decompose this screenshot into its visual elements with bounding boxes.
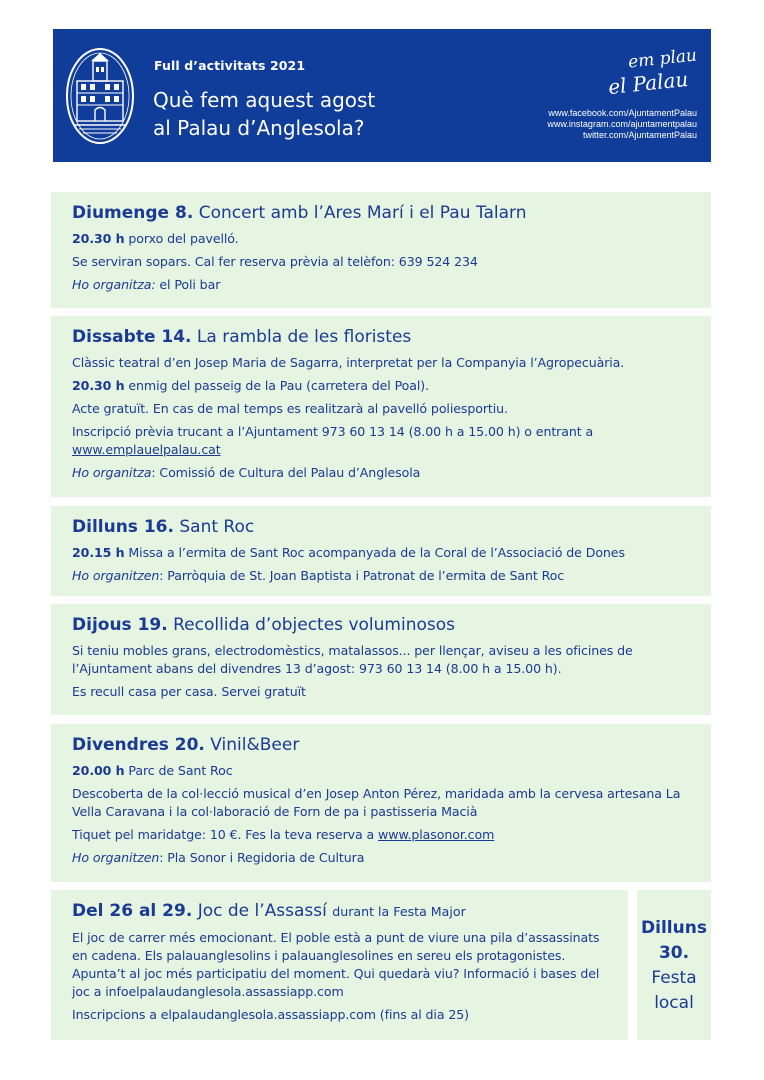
registration-text: Inscripció prèvia trucant a l’Ajuntament 973 60 13 14 (8.00 h a 15.00 h) o entrant a xyxy=(72,424,594,439)
kicker: Full d’activitats 2021 xyxy=(154,58,306,73)
event-organizer xyxy=(72,567,691,585)
em-plau-logo xyxy=(606,45,698,109)
event-heading xyxy=(72,516,691,538)
event-place: Missa a l’ermita de Sant Roc acompanyada de la Coral de l’Associació de Dones xyxy=(128,545,625,560)
facebook-link[interactable]: www.facebook.com/AjuntamentPalau xyxy=(548,108,697,118)
event-card-divendres-20 xyxy=(51,724,711,882)
event-heading xyxy=(72,614,691,636)
logo-line-1: em plau xyxy=(627,45,698,73)
organizer-label: Ho organitzen xyxy=(72,850,160,865)
event-title: La rambla de les floristes xyxy=(196,327,412,347)
event-detail: Inscripcions a elpalaudanglesola.assassiapp.com (fins al dia 25) xyxy=(72,1007,469,1022)
event-note: durant la Festa Major xyxy=(332,904,466,919)
event-detail: Si teniu mobles grans, electrodomèstics, matalassos... per llençar, aviseu a les oficines de l’Ajuntament abans del divendres 13 d’agost: 973 60 13 14 (8.00 h a 15.00 h). xyxy=(72,643,633,676)
side-label-2: local xyxy=(654,993,694,1013)
event-day: Dijous 19. xyxy=(72,615,168,635)
event-place: enmig del passeig de la Pau (carretera del Poal). xyxy=(128,378,429,393)
event-detail: El joc de carrer més emocionant. El poble està a punt de viure una pila d’assassinats en cadena. Els palauanglesolins i palauanglesolines en sereu els protagonistes. Apunta’t al joc més participatiu del moment. Qui quedarà viu? Informació i bases del joc a infoelpalaudanglesola.assassiapp.com xyxy=(72,930,600,999)
town-crest-icon xyxy=(65,47,135,145)
side-number: 30. xyxy=(658,943,690,963)
event-detail: Descoberta de la col·lecció musical d’en Josep Anton Pérez, maridada amb la cervesa artesana La Vella Caravana i la col·laboració de Forn de pa i pastisseria Macià xyxy=(72,786,681,819)
event-organizer xyxy=(72,464,691,482)
twitter-link[interactable]: twitter.com/AjuntamentPalau xyxy=(582,130,697,140)
organizer-name: el Poli bar xyxy=(159,277,221,292)
event-card-del-26-al-29 xyxy=(51,890,628,1040)
event-title: Joc de l’Assassí xyxy=(197,901,327,921)
event-time-place xyxy=(72,377,691,395)
event-card-dijous-19 xyxy=(51,604,711,715)
organizer-name: : Comissió de Cultura del Palau d’Anglesola xyxy=(151,465,421,480)
organizer-label: Ho organitza xyxy=(72,465,152,480)
organizer-label: Ho organitzen xyxy=(72,568,160,583)
event-title: Concert amb l’Ares Marí i el Pau Talarn xyxy=(198,203,527,223)
title-line-1: Què fem aquest agost xyxy=(153,88,376,112)
event-card-diumenge-8 xyxy=(51,192,711,308)
event-time-place xyxy=(72,230,691,248)
instagram-link[interactable]: www.instagram.com/ajuntamentpalau xyxy=(547,119,697,129)
event-heading xyxy=(72,900,608,923)
event-heading xyxy=(72,734,691,756)
organizer-name: : Parròquia de St. Joan Baptista i Patronat de l’ermita de Sant Roc xyxy=(159,568,565,583)
event-detail xyxy=(72,423,691,459)
event-detail: Acte gratuït. En cas de mal temps es realitzarà al pavelló poliesportiu. xyxy=(72,401,508,416)
event-card-dissabte-14 xyxy=(51,316,711,497)
event-detail: Clàssic teatral d’en Josep Maria de Sagarra, interpretat per la Companyia l’Agropecuària. xyxy=(72,355,625,370)
event-time: 20.15 h xyxy=(72,545,125,560)
side-day: Dilluns xyxy=(641,918,707,938)
event-time-place xyxy=(72,762,691,780)
event-detail xyxy=(72,826,691,844)
festa-local-box xyxy=(637,890,711,1040)
event-day: Divendres 20. xyxy=(72,735,205,755)
header-banner xyxy=(53,29,711,162)
event-organizer xyxy=(72,276,691,294)
side-label-1: Festa xyxy=(651,968,697,988)
plasonor-link[interactable]: www.plasonor.com xyxy=(378,827,495,842)
organizer-name: : Pla Sonor i Regidoria de Cultura xyxy=(159,850,365,865)
ticket-text: Tiquet pel maridatge: 10 €. Fes la teva reserva a xyxy=(72,827,375,842)
social-links xyxy=(497,108,697,141)
event-title: Vinil&Beer xyxy=(210,735,300,755)
logo-line-2: el Palau xyxy=(606,66,690,100)
event-day: Dissabte 14. xyxy=(72,327,192,347)
event-detail: Se serviran sopars. Cal fer reserva prèvia al telèfon: 639 524 234 xyxy=(72,254,478,269)
event-time: 20.30 h xyxy=(72,378,125,393)
organizer-label: Ho organitza: xyxy=(72,277,156,292)
event-title: Sant Roc xyxy=(179,517,255,537)
event-heading xyxy=(72,326,691,348)
event-day: Del 26 al 29. xyxy=(72,901,193,921)
event-day: Diumenge 8. xyxy=(72,203,194,223)
event-card-dilluns-16 xyxy=(51,506,711,596)
event-day: Dilluns 16. xyxy=(72,517,174,537)
event-detail: Es recull casa per casa. Servei gratuït xyxy=(72,684,306,699)
emplauelpalau-link[interactable]: www.emplauelpalau.cat xyxy=(72,442,221,457)
event-title: Recollida d’objectes voluminosos xyxy=(173,615,455,635)
event-time: 20.00 h xyxy=(72,763,125,778)
event-place: Parc de Sant Roc xyxy=(128,763,233,778)
title-line-2: al Palau d’Anglesola? xyxy=(153,116,365,140)
event-time: 20.30 h xyxy=(72,231,125,246)
event-organizer xyxy=(72,849,691,867)
event-time-place xyxy=(72,544,691,562)
event-heading xyxy=(72,202,691,224)
event-place: porxo del pavelló. xyxy=(128,231,239,246)
page-title xyxy=(153,86,483,142)
